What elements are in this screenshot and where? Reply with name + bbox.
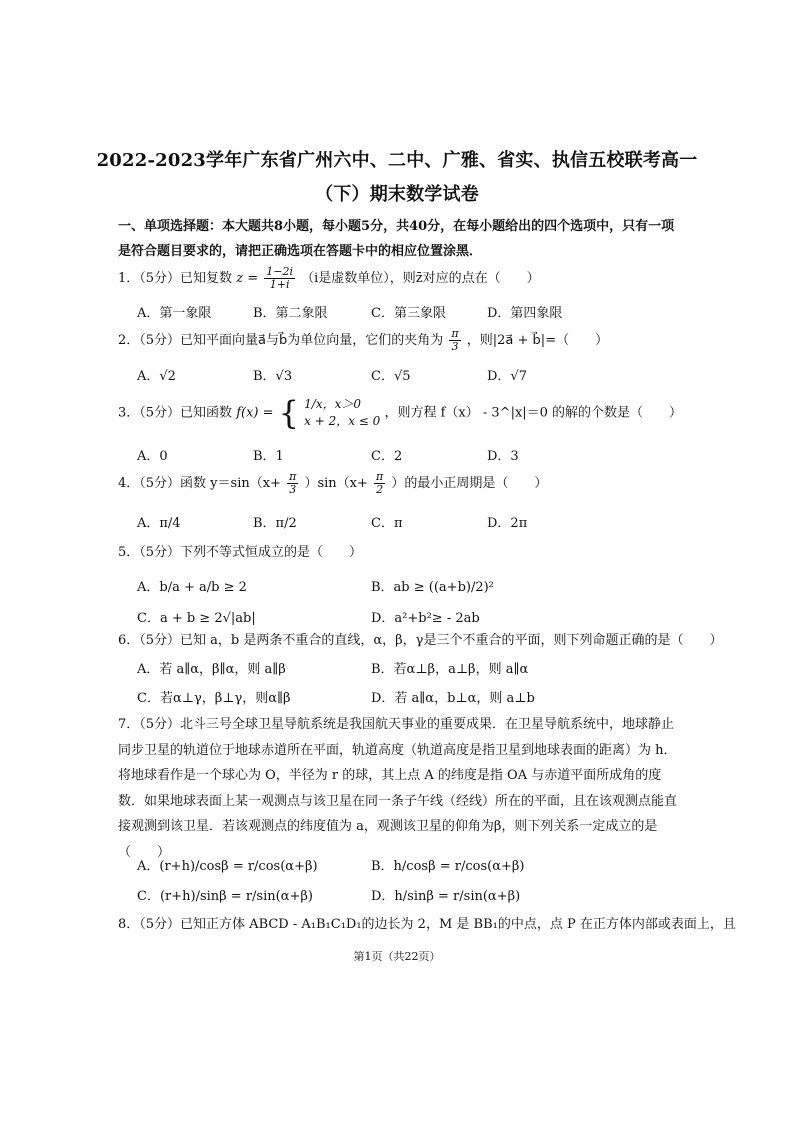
q6-option-b: B．若α⊥β，a⊥β，则 a∥α <box>371 662 529 677</box>
q7-option-c: C．(r+h)/sinβ = r/sin(α+β) <box>137 889 313 904</box>
q1-den: 1+i <box>269 278 290 291</box>
q5-option-b: B．ab ≥ ((a+b)/2)² <box>371 580 494 595</box>
q3-fx: f(x) = <box>236 405 274 421</box>
q2-option-c: C．√5 <box>371 369 411 384</box>
exam-title-line2: （下）期末数学试卷 <box>315 184 479 205</box>
q4-fraction-1 <box>287 471 298 496</box>
q7-option-b: B．h/cosβ = r/cos(α+β) <box>371 859 525 874</box>
q3-post: ，则方程 f（x） - 3^|x|＝0 的解的个数是（ ） <box>384 405 683 421</box>
q4-option-b: B．π/2 <box>253 516 297 531</box>
q7-option-d: D．h/sinβ = r/sin(α+β) <box>371 889 521 904</box>
q1-num: 1−2i <box>266 265 293 278</box>
question-1-stem <box>118 266 678 292</box>
q4-num2: π <box>376 470 384 483</box>
q3-option-d: D．3 <box>487 449 519 464</box>
q4-option-a: A．π/4 <box>137 516 181 531</box>
q1-post: （i是虚数单位），则z̄对应的点在（ ） <box>301 271 540 286</box>
q3-option-b: B．1 <box>253 449 284 464</box>
q1-fraction <box>264 266 295 291</box>
q6-option-d: D．若 a∥α，b⊥α，则 a⊥b <box>371 691 535 706</box>
q1-option-c: C．第三象限 <box>371 306 446 321</box>
q1-option-b: B．第二象限 <box>253 306 328 321</box>
q5-option-d: D．a²+b²≥ - 2ab <box>371 611 480 626</box>
q3-pre: 3．（5分）已知函数 <box>118 405 233 421</box>
q4-option-d: D．2π <box>487 516 528 531</box>
q2-option-b: B．√3 <box>253 369 293 384</box>
q1-option-a: A．第一象限 <box>137 306 212 321</box>
q4-post: ）的最小正周期是（ ） <box>391 476 548 491</box>
q4-pre: 4．（5分）函数 y＝sin（x+ <box>118 476 281 491</box>
q3-case2: x + 2，x ≤ 0 <box>304 414 381 428</box>
q2-den: 3 <box>451 340 459 353</box>
question-5-stem: 5．（5分）下列不等式恒成立的是（ ） <box>118 545 363 560</box>
q2-option-a: A．√2 <box>137 369 176 384</box>
q4-den2: 2 <box>376 483 384 496</box>
q2-option-d: D．√7 <box>487 369 527 384</box>
q2-pre: 2．（5分）已知平面向量a⃗与b⃗为单位向量，它们的夹角为 <box>118 333 444 348</box>
q2-fraction <box>449 328 460 353</box>
q1-option-d: D．第四象限 <box>487 306 563 321</box>
q3-brace: { <box>278 394 299 432</box>
q4-num1: π <box>289 470 297 483</box>
question-8-stem: 8．（5分）已知正方体 ABCD - A₁B₁C₁D₁的边长为 2，M 是 BB₁的中点，点 P 在正方体内部或表面上，且 <box>118 917 736 932</box>
q3-option-a: A．0 <box>137 449 168 464</box>
question-4-stem <box>118 471 678 497</box>
q5-option-c: C．a + b ≥ 2√|ab| <box>137 611 256 626</box>
q2-post: ，则|2a⃗ + b⃗|=（ ） <box>466 333 609 348</box>
exam-title-line1: 2022-2023学年广东省广州六中、二中、广雅、省实、执信五校联考高一 <box>96 150 698 171</box>
q3-option-c: C．2 <box>371 449 403 464</box>
question-6-stem: 6．（5分）已知 a，b 是两条不重合的直线，α，β，γ是三个不重合的平面，则下列命题正确的是（ ） <box>118 633 723 648</box>
q1-pre: 1．（5分）已知复数 <box>118 271 233 286</box>
question-7-stem: 7．（5分）北斗三号全球卫星导航系统是我国航天事业的重要成果．在卫星导航系统中，地球静止同步卫星的轨道位于地球赤道所在平面，轨道高度（轨道高度是指卫星到地球表面的距离）为 h．将地球看作是一个球心为 O，半径为 r 的球，其上点 A 的纬度是指 OA 与赤道平面所成角的度数．如果地球表面上某一观测点与该卫星在同一条子午线（经线）所在的平面，且在该观测点能直接观测到该卫星．若该观测点的纬度值为 a，观测该卫星的仰角为β，则下列关系一定成立的是（ ） <box>118 717 678 860</box>
q4-option-c: C．π <box>371 516 403 531</box>
q1-eq: = <box>247 271 259 286</box>
q4-fraction-2 <box>374 471 385 496</box>
q3-cases <box>304 396 380 430</box>
q4-den1: 3 <box>289 483 297 496</box>
section-heading: 一、单项选择题：本大题共8小题，每小题5分，共40分，在每小题给出的四个选项中，只有一项是符合题目要求的，请把正确选项在答题卡中的相应位置涂黑． <box>118 219 675 259</box>
page-footer: 第1页（共22页） <box>353 950 441 963</box>
q3-case1: 1/x，x＞0 <box>304 397 361 411</box>
question-2-stem <box>118 328 678 354</box>
q6-option-a: A．若 a∥α，β∥α，则 a∥β <box>137 662 286 677</box>
question-3-stem <box>118 394 683 432</box>
q5-option-a: A．b/a + a/b ≥ 2 <box>137 580 247 595</box>
q1-z: z <box>236 271 244 286</box>
q2-num: π <box>451 327 459 340</box>
q7-option-a: A．(r+h)/cosβ = r/cos(α+β) <box>137 859 318 874</box>
q4-mid: ）sin（x+ <box>304 476 368 491</box>
q6-option-c: C．若α⊥γ，β⊥γ，则α∥β <box>137 691 291 706</box>
